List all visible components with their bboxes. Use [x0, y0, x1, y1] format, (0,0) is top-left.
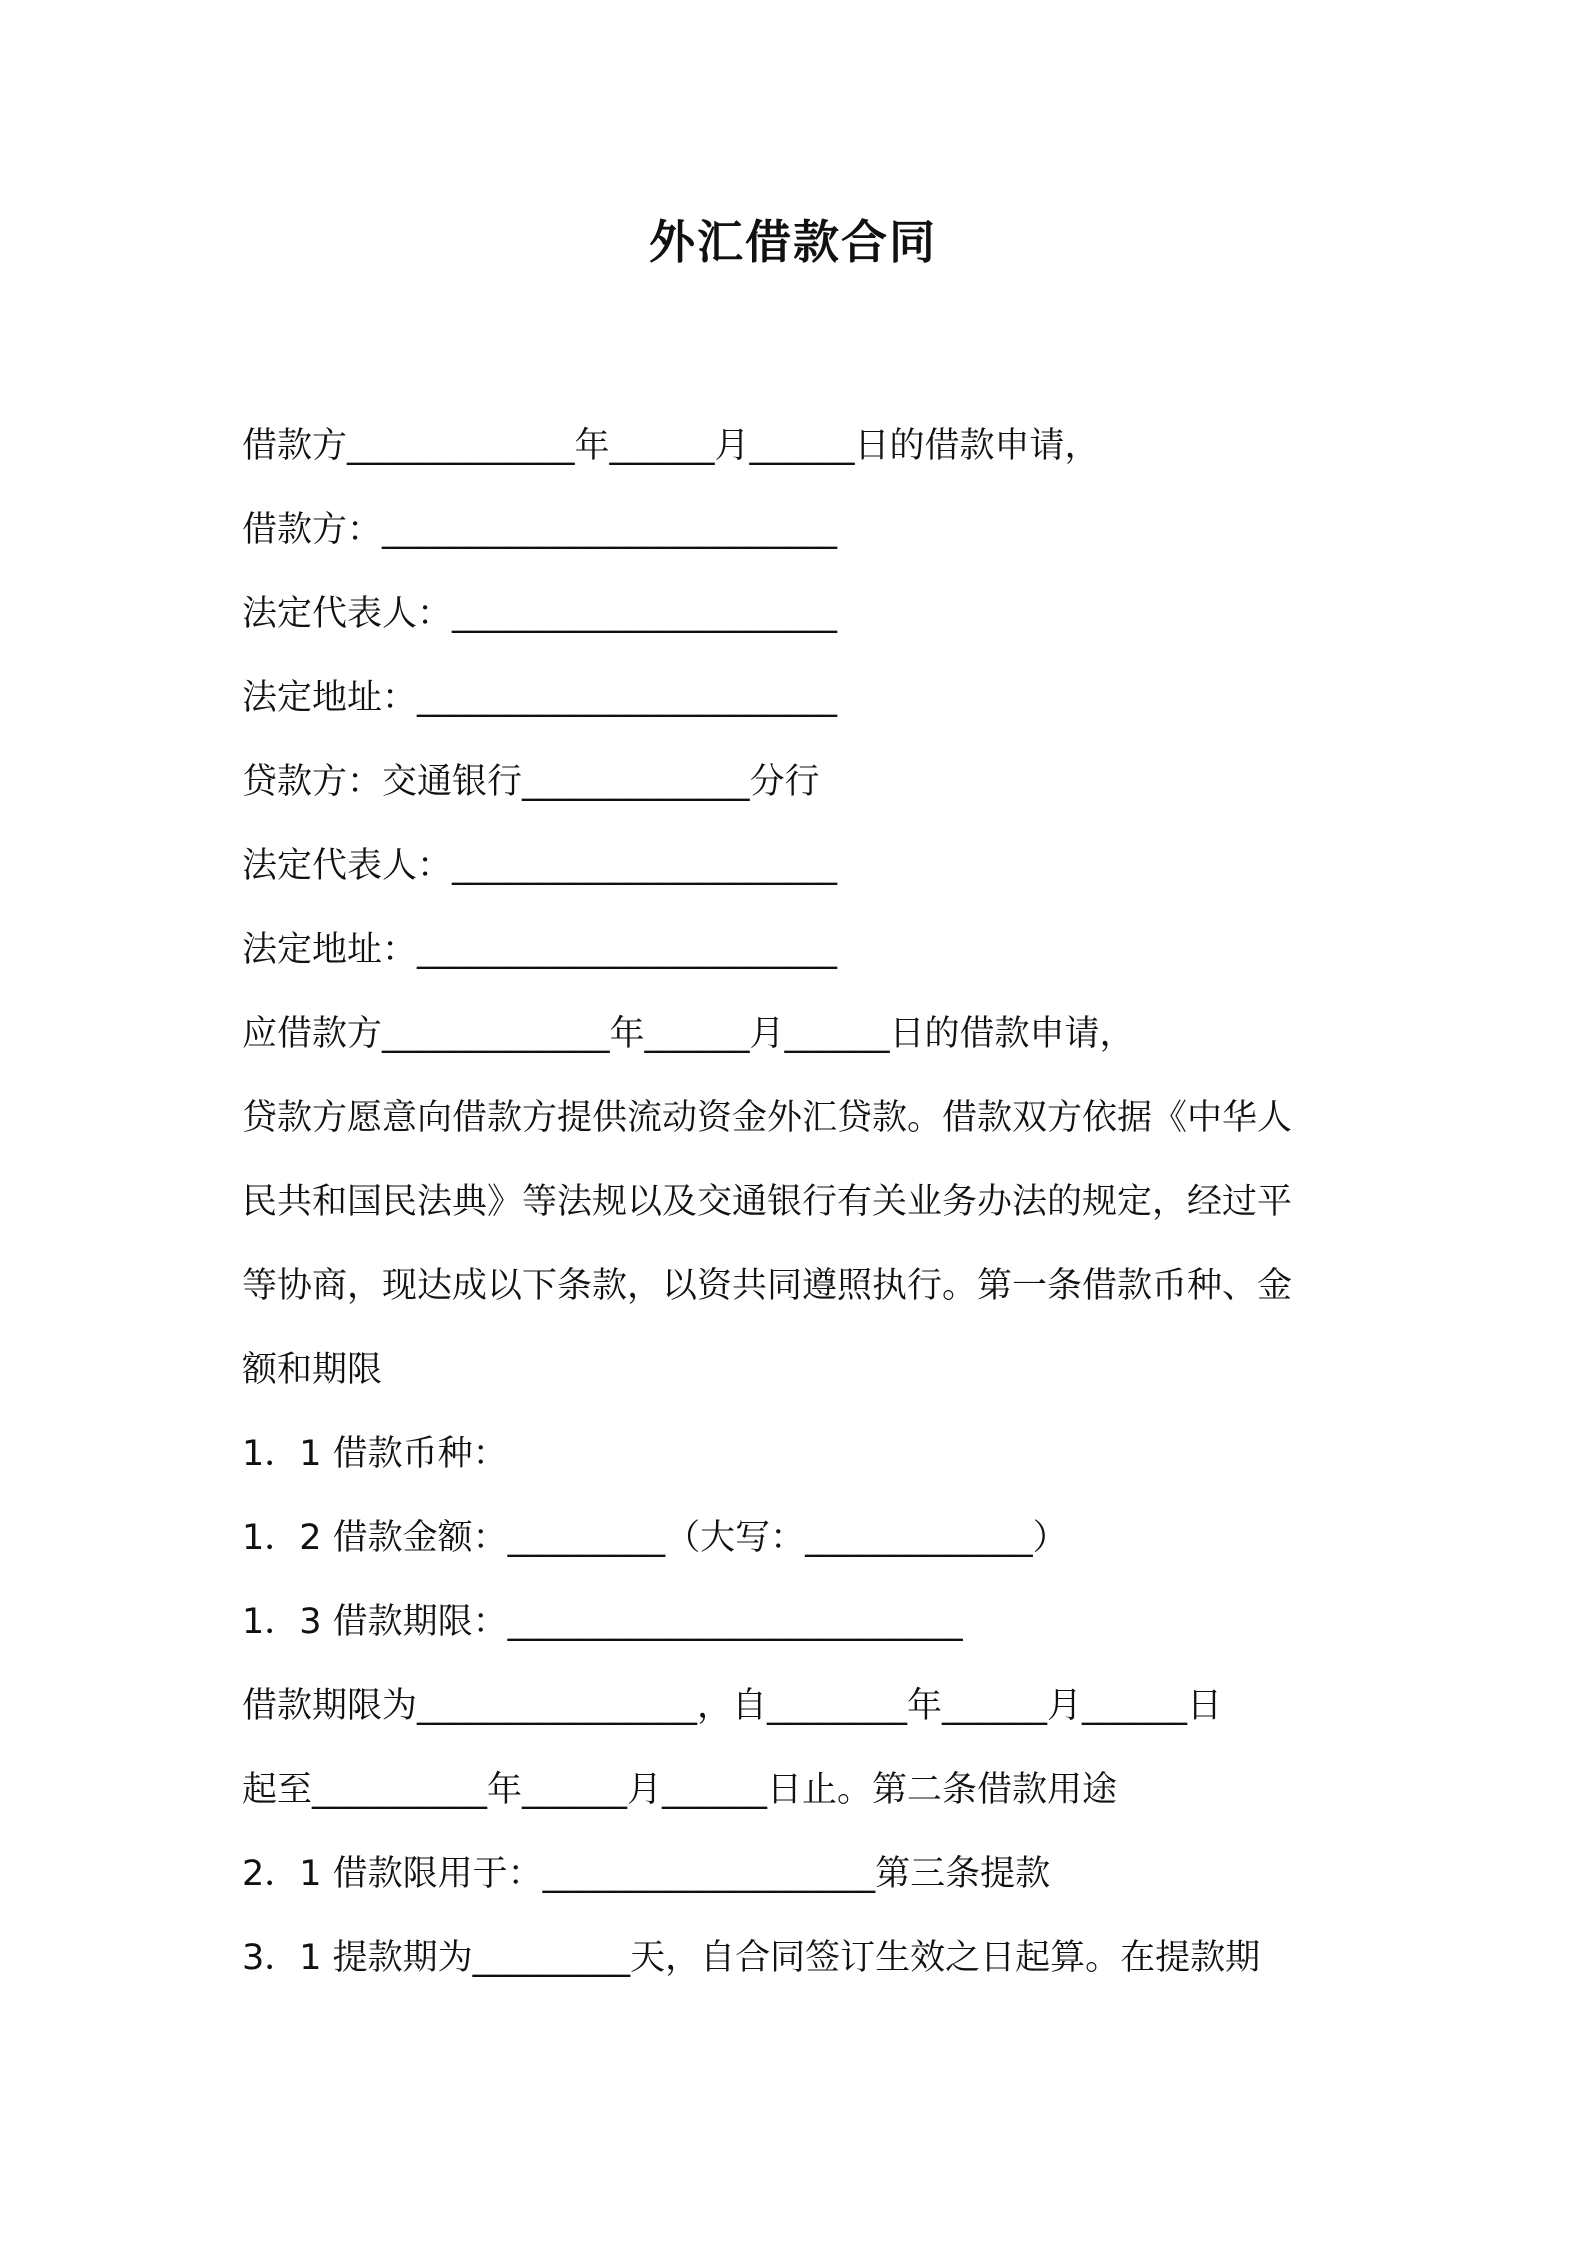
text-line: 等协商，现达成以下条款，以资共同遵照执行。第一条借款币种、金	[242, 1266, 1293, 1306]
text-line: 3．1 提款期为_________天，自合同签订生效之日起算。在提款期	[242, 1938, 1261, 1978]
text-line: 起至__________年______月______日止。第二条借款用途	[242, 1770, 1118, 1810]
text-line: 1．3 借款期限：__________________________	[242, 1602, 963, 1642]
text-line: 法定代表人：______________________	[242, 594, 838, 634]
text-line: 额和期限	[242, 1350, 383, 1390]
text-line: 借款方：__________________________	[242, 510, 838, 550]
text-line: 借款期限为________________，自________年______月______日	[242, 1686, 1223, 1726]
text-line: 民共和国民法典》等法规以及交通银行有关业务办法的规定，经过平	[242, 1182, 1293, 1222]
document-body	[242, 404, 1362, 2000]
text-line: 法定地址：________________________	[242, 930, 838, 970]
text-line: 法定地址：________________________	[242, 678, 838, 718]
text-line: 应借款方_____________年______月______日的借款申请，	[242, 1014, 1135, 1054]
text-line: 法定代表人：______________________	[242, 846, 838, 886]
text-line: 2．1 借款限用于：___________________第三条提款	[242, 1854, 1051, 1894]
document-title: 外汇借款合同	[649, 215, 937, 269]
text-line: 贷款方：交通银行_____________分行	[242, 762, 820, 802]
text-line: 贷款方愿意向借款方提供流动资金外汇贷款。借款双方依据《中华人	[242, 1098, 1293, 1138]
text-line: 1．2 借款金额：_________（大写：_____________）	[242, 1518, 1068, 1558]
text-line: 借款方_____________年______月______日的借款申请，	[242, 426, 1100, 466]
text-line: 1．1 借款币种：	[242, 1434, 508, 1474]
